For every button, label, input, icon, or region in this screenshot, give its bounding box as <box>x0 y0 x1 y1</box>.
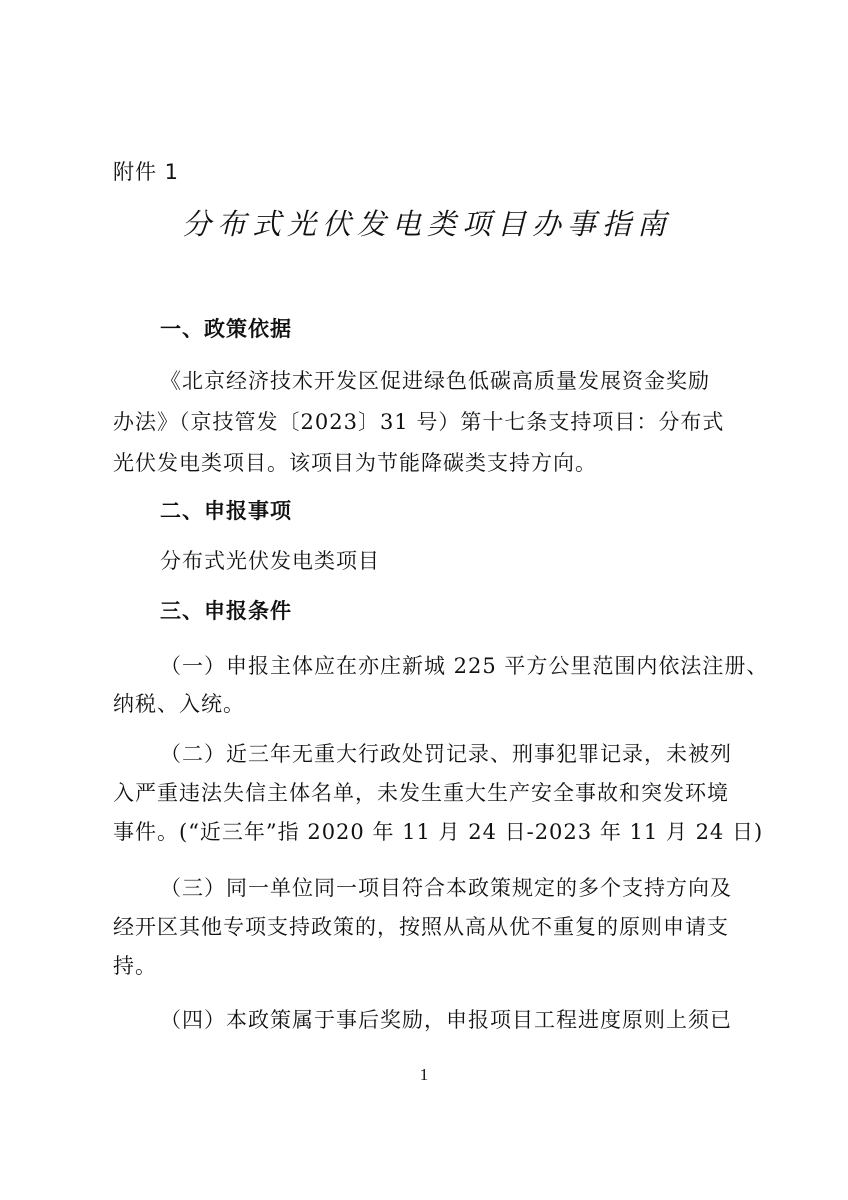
paragraph-line: 分布式光伏发电类项目 <box>160 549 380 573</box>
paragraph-line: （二）近三年无重大行政处罚记录、刑事犯罪记录，未被列 <box>160 742 732 766</box>
paragraph-line: 纳税、入统。 <box>113 692 245 716</box>
paragraph-line: 事件。(“近三年”指 2020 年 11 月 24 日-2023 年 11 月 24 日) <box>113 820 764 844</box>
paragraph-line: 持。 <box>113 954 157 978</box>
section-heading-application-item: 二、申报事项 <box>160 499 292 523</box>
paragraph-line: （三）同一单位同一项目符合本政策规定的多个支持方向及 <box>160 876 732 900</box>
attachment-label: 附件 1 <box>113 160 180 184</box>
page-number: 1 <box>419 1065 429 1084</box>
paragraph-line: 办法》（京技管发〔2023〕31 号）第十七条支持项目：分布式 <box>113 410 725 434</box>
document-title: 分布式光伏发电类项目办事指南 <box>181 207 672 241</box>
paragraph-line: 经开区其他专项支持政策的，按照从高从优不重复的原则申请支 <box>113 915 729 939</box>
paragraph-line: 《北京经济技术开发区促进绿色低碳高质量发展资金奖励 <box>160 369 710 393</box>
section-heading-application-conditions: 三、申报条件 <box>160 599 292 623</box>
paragraph-line: 光伏发电类项目。该项目为节能降碳类支持方向。 <box>113 451 597 475</box>
paragraph-line: 入严重违法失信主体名单，未发生重大生产安全事故和突发环境 <box>113 781 729 805</box>
section-heading-policy-basis: 一、政策依据 <box>160 317 292 341</box>
paragraph-line: （四）本政策属于事后奖励，申报项目工程进度原则上须已 <box>160 1008 732 1032</box>
paragraph-line: （一）申报主体应在亦庄新城 225 平方公里范围内依法注册、 <box>160 654 769 678</box>
